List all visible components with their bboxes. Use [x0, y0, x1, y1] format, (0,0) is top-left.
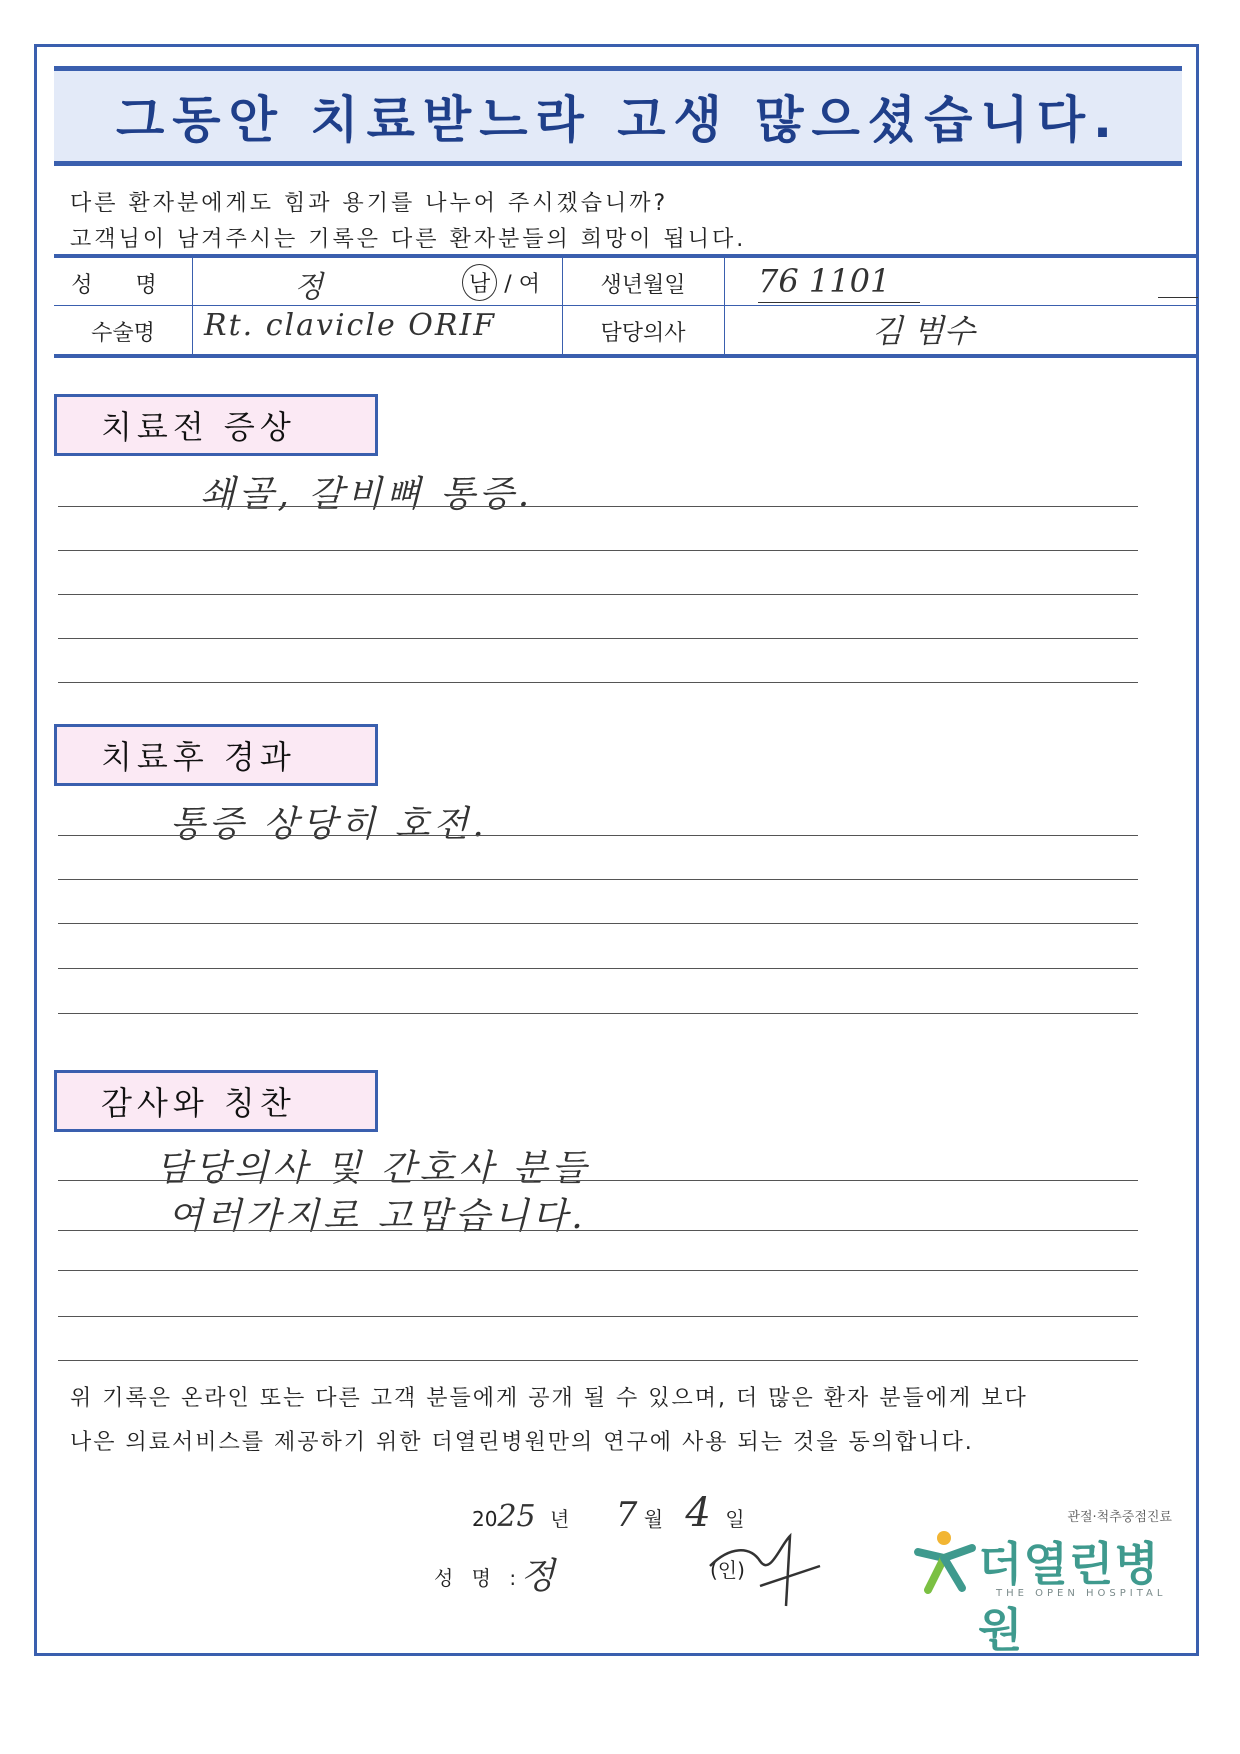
- logo-english: THE OPEN HOSPITAL: [996, 1588, 1167, 1599]
- logo-name: 더열린병원: [978, 1537, 1160, 1657]
- ruled-line: [58, 1230, 1138, 1231]
- patient-info-table: [54, 254, 1196, 358]
- ruled-line: [58, 550, 1138, 551]
- logo-tagline: 관절·척추중점진료: [1067, 1510, 1172, 1525]
- ruled-line: [58, 594, 1138, 595]
- hospital-logo: [912, 1506, 1172, 1657]
- seal-label: (인): [710, 1558, 745, 1582]
- signature-name-handwritten: 정: [520, 1556, 555, 1597]
- ruled-line: [58, 1360, 1138, 1361]
- doctor-label: 담당의사: [600, 321, 686, 346]
- thanks-line-2: 여러가지로 고맙습니다.: [168, 1196, 587, 1237]
- section-before-title: 치료전 증상: [54, 394, 378, 456]
- ruled-line: [58, 835, 1138, 836]
- year-handwritten: 25: [497, 1499, 536, 1534]
- table-edge-mark: [1158, 297, 1198, 298]
- after-line-1: 통증 상당히 호전.: [170, 804, 488, 845]
- day-label: 일: [725, 1507, 745, 1531]
- ruled-line: [58, 923, 1138, 924]
- logo-figure-icon: [912, 1528, 978, 1594]
- intro-line-1: 다른 환자분에게도 힘과 용기를 나누어 주시겠습니까?: [70, 191, 669, 216]
- intro-text: [70, 186, 746, 258]
- title-banner: [54, 66, 1182, 166]
- gender-separator: /: [504, 272, 512, 297]
- birth-value: 76 1101: [758, 262, 920, 303]
- month-label: 월: [643, 1507, 664, 1531]
- ruled-line: [58, 879, 1138, 880]
- surgery-label: 수술명: [91, 321, 155, 346]
- handwritten-signature: [700, 1526, 830, 1616]
- month-handwritten: 7: [615, 1495, 638, 1535]
- consent-line-2: 나은 의료서비스를 제공하기 위한 더열린병원만의 연구에 사용 되는 것을 동의합니다.: [70, 1430, 974, 1455]
- name-value: 정: [294, 270, 323, 305]
- ruled-line: [58, 1180, 1138, 1181]
- consent-text: [70, 1377, 1028, 1465]
- ruled-line: [58, 682, 1138, 683]
- page-title: 그동안 치료받느라 고생 많으셨습니다.: [115, 91, 1120, 149]
- intro-line-2: 고객님이 남겨주시는 기록은 다른 환자분들의 희망이 됩니다.: [70, 227, 747, 252]
- ruled-line: [58, 968, 1138, 969]
- col-divider: [192, 258, 193, 354]
- row-divider: [54, 305, 1196, 306]
- ruled-line: [58, 1316, 1138, 1317]
- before-line-1: 쇄골, 갈비뼈 통증.: [200, 474, 534, 515]
- ruled-line: [58, 1270, 1138, 1271]
- gender-male-selected: 남: [462, 264, 497, 301]
- section-after-title: 치료후 경과: [54, 724, 378, 786]
- ruled-line: [58, 506, 1138, 507]
- section-thanks-title: 감사와 칭찬: [54, 1070, 378, 1132]
- birth-label: 생년월일: [600, 273, 686, 298]
- ruled-line: [58, 638, 1138, 639]
- name-label: 성 명: [71, 273, 175, 298]
- signature-name-label: 성 명 :: [434, 1566, 523, 1590]
- year-prefix: 20: [472, 1507, 498, 1531]
- gender-female: 여: [518, 272, 540, 297]
- thanks-line-1: 담당의사 및 간호사 분들: [156, 1148, 591, 1189]
- day-handwritten: 4: [685, 1490, 711, 1536]
- doctor-value: 김 범수: [872, 312, 975, 350]
- col-divider: [724, 258, 725, 354]
- consent-line-1: 위 기록은 온라인 또는 다른 고객 분들에게 공개 될 수 있으며, 더 많은 환자 분들에게 보다: [70, 1386, 1028, 1411]
- surgery-value: Rt. clavicle ORIF: [204, 308, 497, 343]
- ruled-line: [58, 1013, 1138, 1014]
- gender-field: [462, 264, 540, 301]
- year-label: 년: [550, 1507, 570, 1531]
